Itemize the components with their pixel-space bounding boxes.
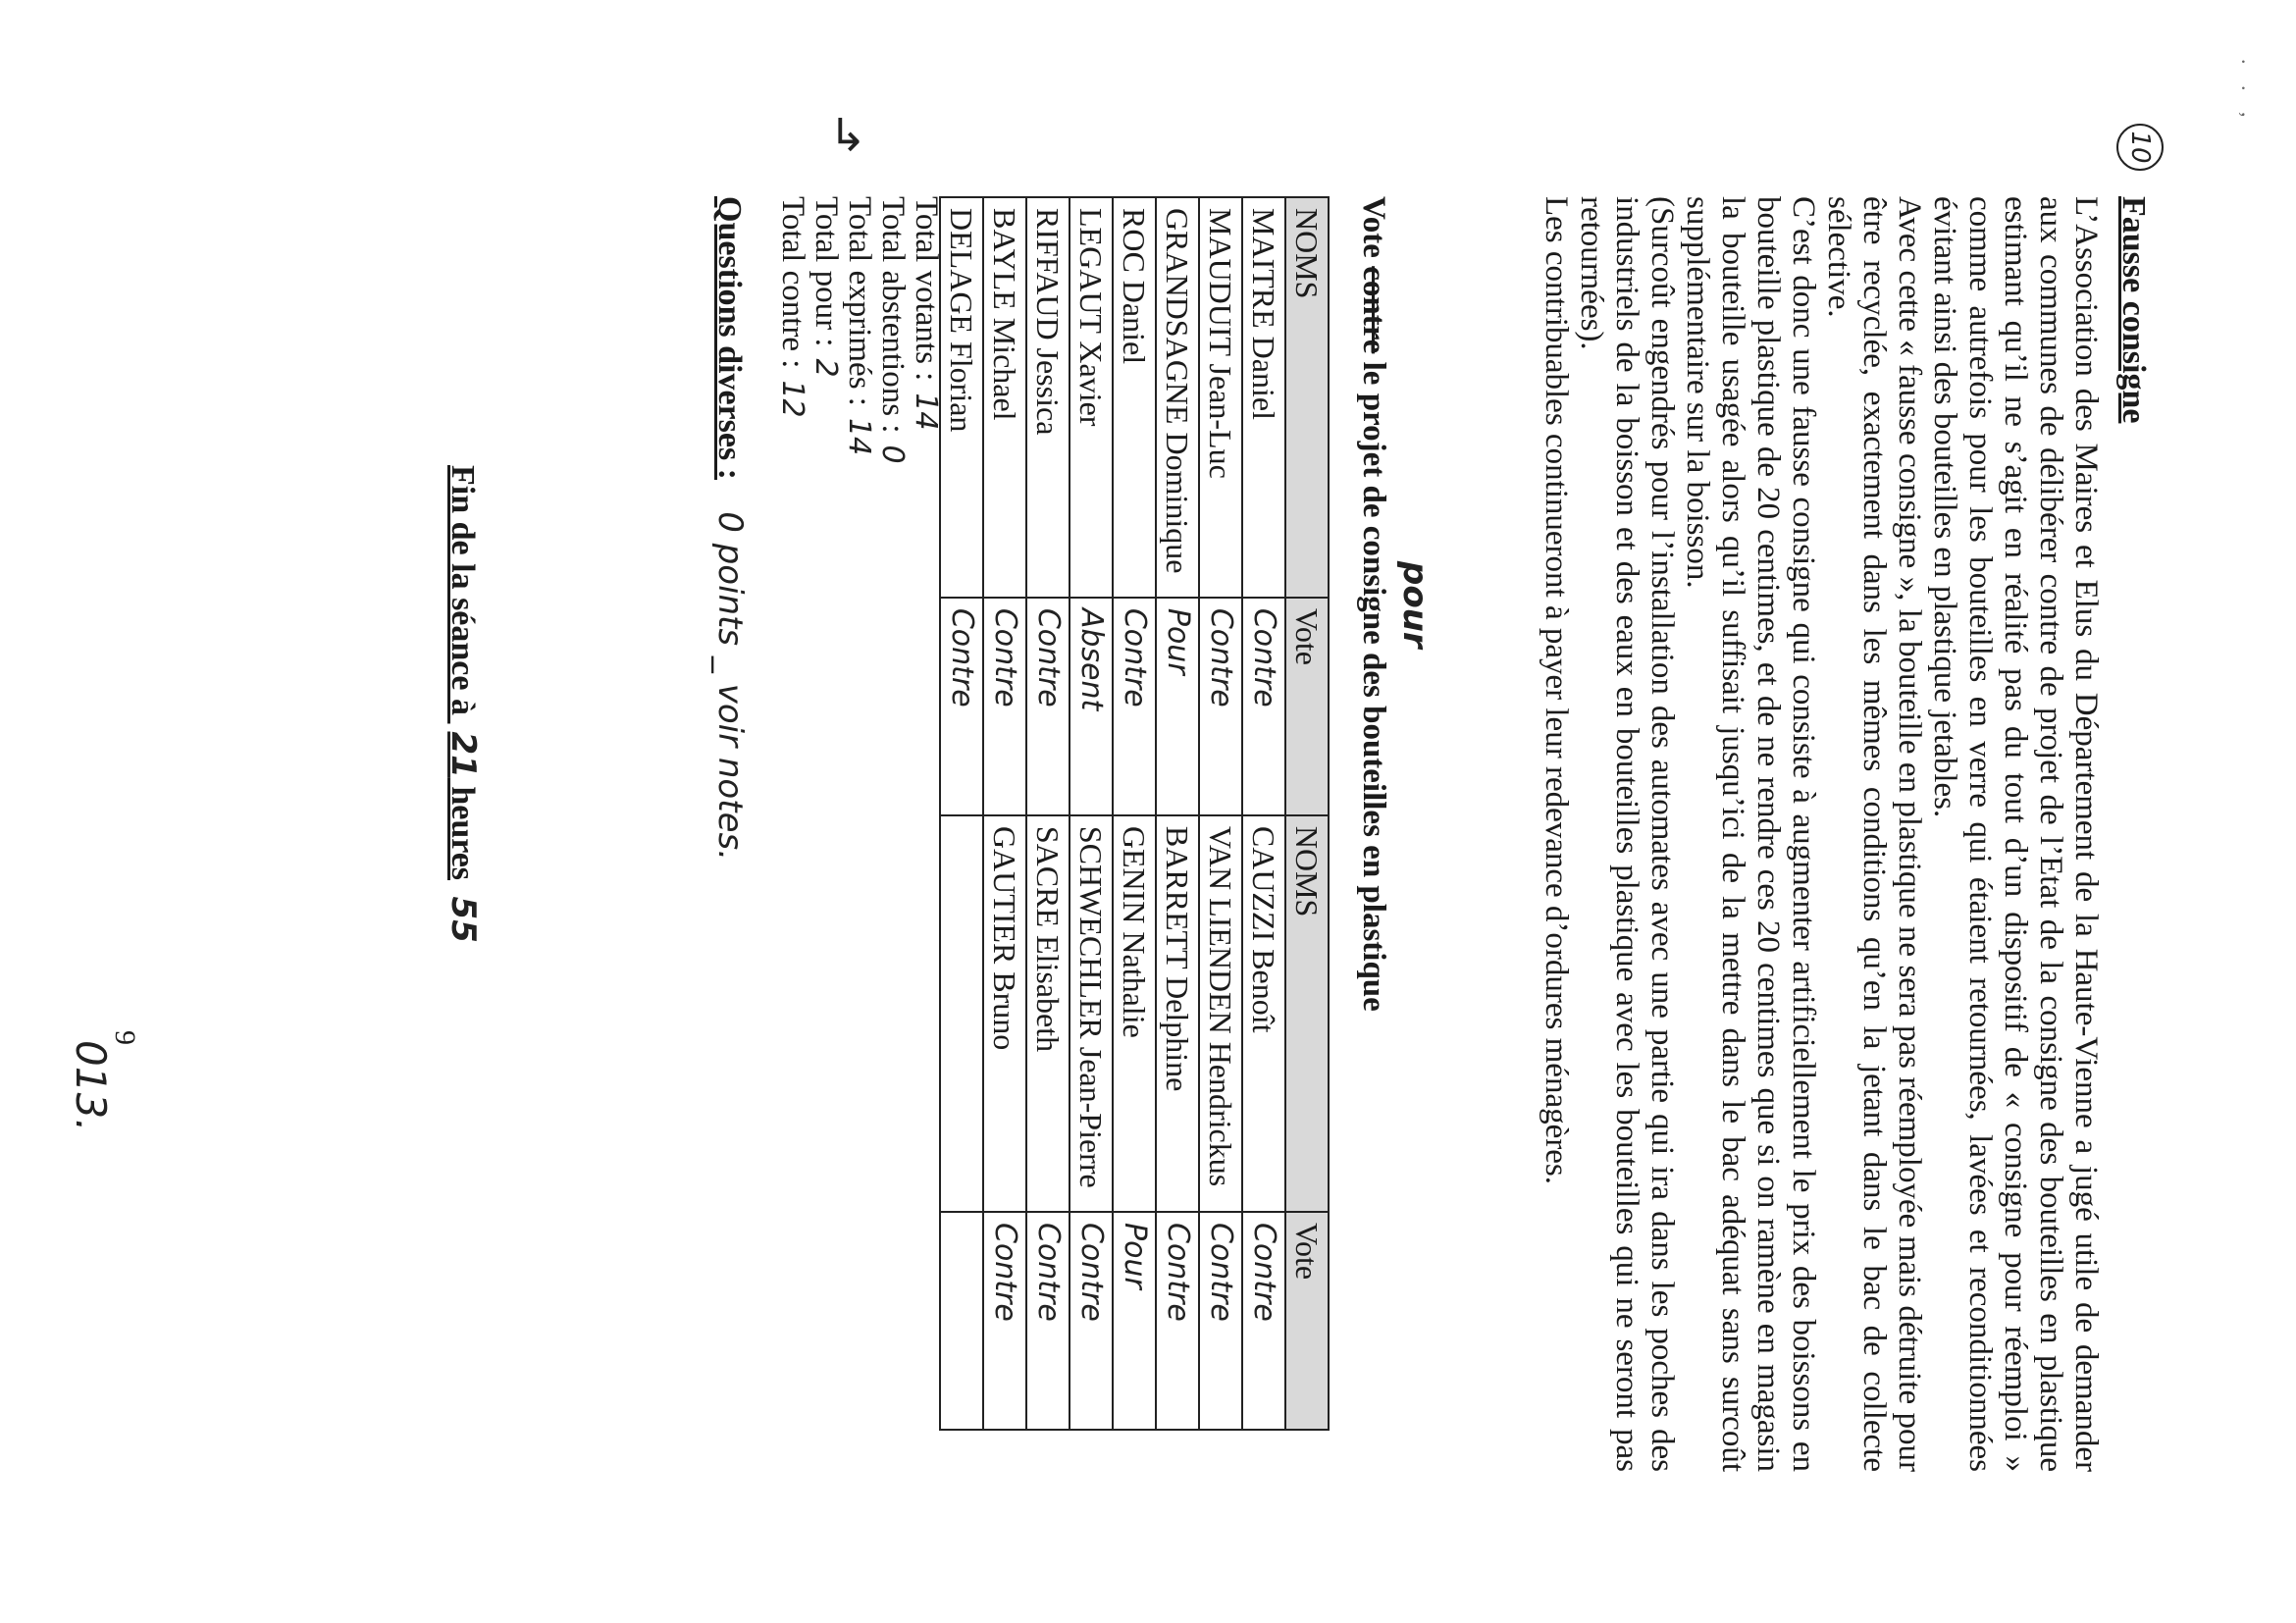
member-vote: Contre	[1026, 598, 1070, 815]
vote-totals	[777, 196, 944, 464]
questions-handwritten-note: 0 points _ voir notes.	[710, 511, 750, 862]
member-name: BARRETT Delphine	[1156, 815, 1199, 1212]
page-number: 9	[109, 1030, 141, 1045]
table-row	[1113, 197, 1156, 1430]
member-vote: Pour	[1156, 598, 1199, 815]
table-row	[1070, 197, 1113, 1430]
member-name: SCHWECHLER Jean-Pierre	[1070, 815, 1113, 1212]
member-vote: Contre	[940, 598, 983, 815]
table-row	[1026, 197, 1070, 1430]
total-abstentions: Total abstentions :0	[875, 196, 911, 464]
closing-minutes: 55	[444, 896, 483, 943]
member-vote: Contre	[1242, 598, 1285, 815]
table-row	[983, 197, 1026, 1430]
paragraph: Avec cette « fausse consigne », la bouteille en plastique ne sera pas réemployée mais détruite pour être recyclée, exactement dans les mêmes conditions qu’en la jetant dans le bac de collecte sélective.	[1821, 196, 1927, 1472]
column-header-names: NOMS	[1285, 197, 1329, 598]
margin-marks: . . ,	[2237, 59, 2262, 126]
member-name: LEGAUT Xavier	[1070, 197, 1113, 598]
member-name: MAUDUIT Jean-Luc	[1199, 197, 1242, 598]
total-contre: Total contre :12	[775, 196, 810, 418]
member-name: DELAGE Florian	[940, 197, 983, 598]
member-vote: Contre	[1156, 1212, 1199, 1430]
member-vote: Absent	[1070, 598, 1113, 815]
table-header-row	[1285, 197, 1329, 1430]
closing-hour: 21	[444, 731, 483, 778]
member-vote: Contre	[1070, 1212, 1113, 1430]
questions-diverses	[711, 196, 748, 861]
paragraph: L’Association des Maires et Elus du Département de la Haute-Vienne a jugé utile de demander aux communes de délibérer contre de projet de l’Etat de la consigne des bouteilles en plastique estimant qu’il ne s’agit en réalité pas du tout d’un dispositif de « consigne pour réemploi » comme autrefois pour les bouteilles en verre qui étaient retournées, lavées et reconditionnées évitant ainsi des bouteilles en plastique jetables.	[1927, 196, 2104, 1472]
column-header-vote: Vote	[1285, 1212, 1329, 1430]
total-exprimes: Total exprimés :14	[842, 196, 877, 456]
struck-word: contre	[1356, 266, 1391, 354]
table-row	[1156, 197, 1199, 1430]
column-header-names: NOMS	[1285, 815, 1329, 1212]
member-vote: Contre	[1113, 598, 1156, 815]
paragraph: Les contribuables continueront à payer leur redevance d’ordures ménagères.	[1539, 196, 1574, 1184]
member-vote: Contre	[1199, 1212, 1242, 1430]
questions-label: Questions diverses :	[711, 196, 748, 480]
column-header-vote: Vote	[1285, 598, 1329, 815]
vote-table	[939, 196, 1330, 1431]
member-name: GAUTIER Bruno	[983, 815, 1026, 1212]
member-vote: Contre	[1026, 1212, 1070, 1430]
member-name: GRANDSAGNE Dominique	[1156, 197, 1199, 598]
member-name: VAN LIENDEN Hendrickus	[1199, 815, 1242, 1212]
paragraph: C’est donc une fausse consigne qui consiste à augmenter artificiellement le prix des boissons en bouteille plastique de 20 centimes, et de ne rendre ces 20 centimes que si on ramène en magasin la bouteille usagée alors qu’il suffisait jusqu’ici de la mettre dans le bac adéquat sans surcoût supplémentaire sur la boisson.	[1680, 196, 1821, 1472]
member-name: MAITRE Daniel	[1242, 197, 1285, 598]
total-votants: Total votants :14	[909, 196, 944, 431]
member-vote	[940, 1212, 983, 1430]
member-name: RIFFAUD Jessica	[1026, 197, 1070, 598]
section-body	[1539, 196, 2104, 1472]
paragraph: (Surcoût engendrés pour l’installation des automates avec une partie qui ira dans les poches des industriels de la boisson et des eaux en bouteilles plastique avec les bouteilles qui ne seront pas retournées).	[1574, 196, 1680, 1472]
table-row	[1199, 197, 1242, 1430]
member-name: ROC Daniel	[1113, 197, 1156, 598]
vote-title: Vote contre le projet de consigne des bouteilles en plastique pour	[1356, 196, 1435, 1012]
member-vote: Contre	[983, 1212, 1026, 1430]
table-row	[940, 197, 983, 1430]
member-name	[940, 815, 983, 1212]
handwritten-correction: pour	[1395, 561, 1435, 649]
member-name: SACRE Elisabeth	[1026, 815, 1070, 1212]
member-vote: Pour	[1113, 1212, 1156, 1430]
member-name: CAUZZI Benoît	[1242, 815, 1285, 1212]
closing-line: Fin de la séance à 21 heures 55	[444, 465, 483, 943]
circled-item-number: 10	[2116, 124, 2164, 171]
total-pour: Total pour :2	[809, 196, 844, 378]
handwritten-page-stamp: 013.	[67, 1040, 115, 1132]
member-vote: Contre	[983, 598, 1026, 815]
section-title: Fausse consigne	[2115, 196, 2152, 424]
member-name: BAYLE Michael	[983, 197, 1026, 598]
member-vote: Contre	[1199, 598, 1242, 815]
member-vote: Contre	[1242, 1212, 1285, 1430]
margin-arrow-icon: ↳	[828, 108, 867, 162]
table-row	[1242, 197, 1285, 1430]
member-name: GENIN Nathalie	[1113, 815, 1156, 1212]
